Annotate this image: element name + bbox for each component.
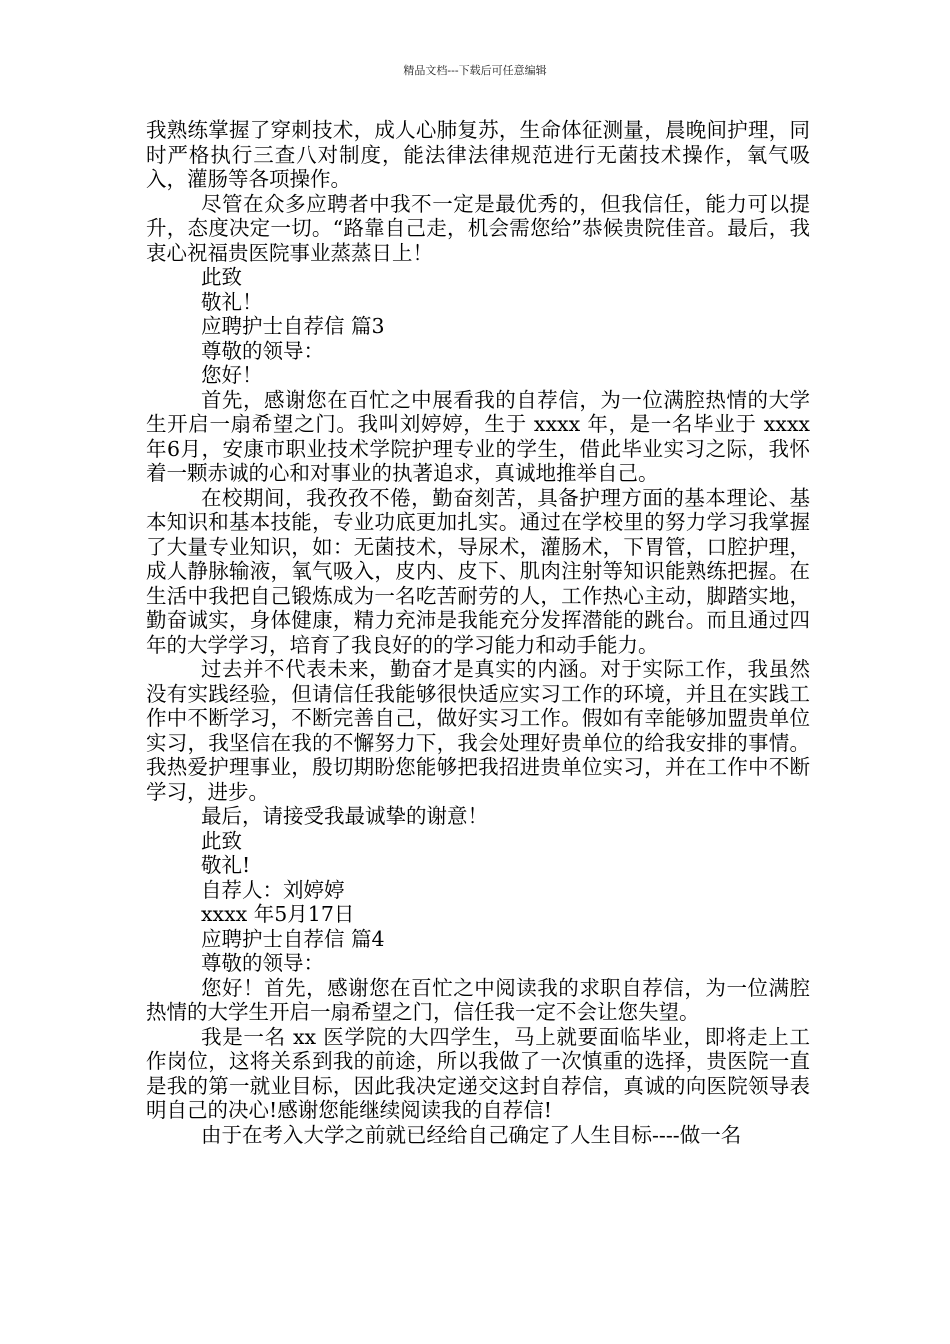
section-heading: 应聘护士自荐信 篇4 [201, 926, 385, 951]
paragraph: 过去并不代表未来，勤奋才是真实的内涵。对于实际工作，我虽然没有实践经验，但请信任我能够很快适应实习工作的环境，并且在实践工作中不断学习，不断完善自己，做好实习工作。假如有幸能够加盟贵单位实习，我坚信在我的不懈努力下，我会处理好贵单位的给我安排的事情。 我热爱护理事业，殷切期盼您能够把我招进贵单位实习，并在工作中不断学习，进步。 [146, 657, 810, 804]
date-line: xxxx 年5月17日 [201, 902, 355, 926]
closing-line: 敬礼！ [201, 289, 263, 314]
paragraph: 最后，请接受我最诚挚的谢意！ [201, 804, 488, 828]
paragraph: 尽管在众多应聘者中我不一定是最优秀的，但我信任，能力可以提升，态度决定一切。“路靠自己走，机会需您给”恭候贵院佳音。最后，我衷心祝福贵医院事业蒸蒸日上！ [146, 191, 810, 265]
paragraph: 由于在考入大学之前就已经给自己确定了人生目标----做一名 [201, 1122, 742, 1147]
closing-line: 敬礼! [201, 853, 251, 877]
signature-line: 自荐人：刘婷婷 [201, 877, 345, 902]
paragraph: 您好！首先，感谢您在百忙之中阅读我的求职自荐信，为一位满腔热情的大学生开启一扇希望之门，信任我一定不会让您失望。 [146, 975, 810, 1024]
paragraph: 我熟练掌握了穿刺技术，成人心肺复苏，生命体征测量，晨晚间护理，同时严格执行三查八对制度，能法律法律规范进行无菌技术操作，氧气吸入，灌肠等各项操作。 [146, 118, 810, 191]
page-header: 精品文档---下载后可任意编辑 [403, 64, 547, 77]
section-heading: 应聘护士自荐信 篇3 [201, 314, 385, 338]
salutation: 尊敬的领导： [201, 951, 324, 975]
document-body [146, 118, 810, 1147]
closing-line: 此致 [201, 828, 242, 853]
closing-line: 此致 [201, 265, 242, 289]
paragraph: 首先，感谢您在百忙之中展看我的自荐信，为一位满腔热情的大学生开启一扇希望之门。我叫刘婷婷，生于 xxxx 年，是一名毕业于 xxxx 年6月，安康市职业技术学院护理专业的学生，借此毕业实习之际，我怀着一颗赤诚的心和对事业的执著追求，真诚地推举自己。 [146, 387, 810, 485]
paragraph: 在校期间，我孜孜不倦，勤奋刻苦，具备护理方面的基本理论、基本知识和基本技能，专业功底更加扎实。通过在学校里的努力学习我掌握了大量专业知识，如：无菌技术，导尿术，灌肠术，下胃管，口腔护理，成人静脉输液，氧气吸入，皮内、皮下、肌肉注射等知识能熟练把握。在生活中我把自己锻炼成为一名吃苦耐劳的人，工作热心主动，脚踏实地，勤奋诚实，身体健康，精力充沛是我能充分发挥潜能的跳台。而且通过四年的大学学习，培育了我良好的的学习能力和动手能力。 [146, 485, 810, 657]
greeting: 您好！ [201, 363, 263, 387]
salutation: 尊敬的领导： [201, 338, 324, 363]
paragraph: 我是一名 xx 医学院的大四学生，马上就要面临毕业，即将走上工作岗位，这将关系到我的前途，所以我做了一次慎重的选择，贵医院一直是我的第一就业目标，因此我决定递交这封自荐信，真诚的向医院领导表明自己的决心!感谢您能继续阅读我的自荐信! [146, 1024, 810, 1122]
